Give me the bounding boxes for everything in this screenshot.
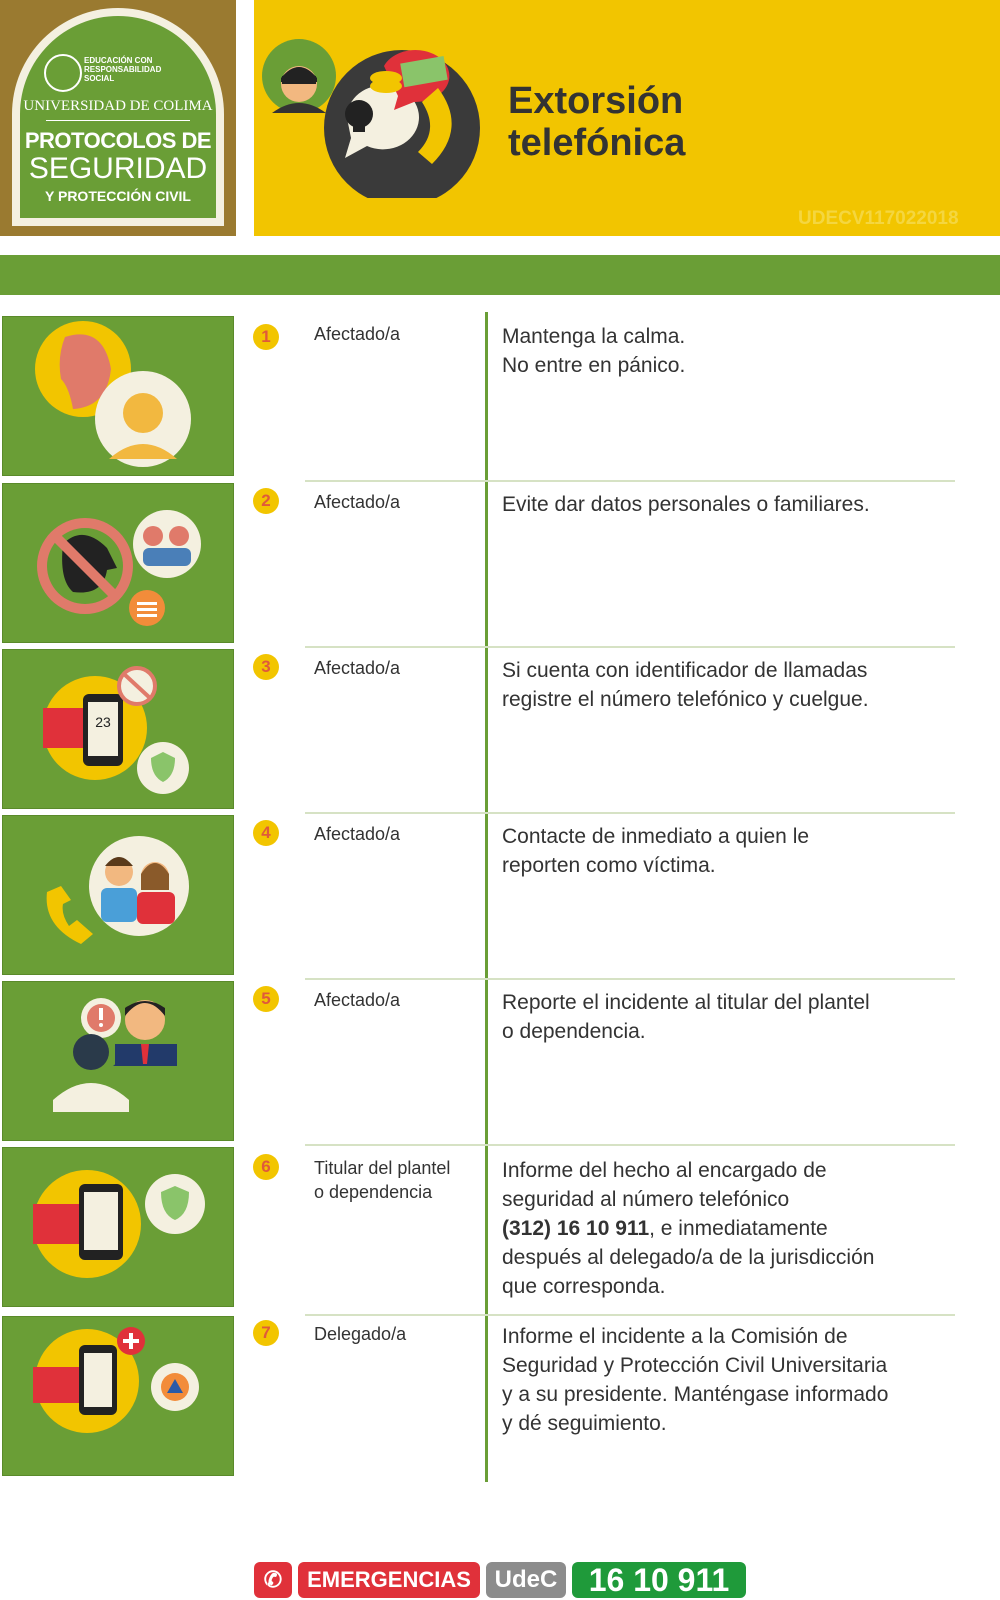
step-5-illustration [2, 981, 234, 1141]
phone-security-icon [3, 1148, 234, 1307]
document-code: UDECV117022018 [798, 208, 959, 229]
emergency-number: 16 10 911 [572, 1562, 746, 1598]
logo-university-name: UNIVERSIDAD DE COLIMA [23, 98, 213, 114]
step-action: Mantenga la calma. No entre en pánico. [502, 325, 686, 377]
step-action: Informe del hecho al encargado de seguridad al número telefónico (312) 16 10 911, e inmediatamente después al delegado/a de la jurisdicción que corresponda. [502, 1159, 875, 1298]
phone-icon: ✆ [254, 1562, 292, 1598]
logo-protection-text: Y PROTECCIÓN CIVIL [45, 188, 191, 204]
step-actor: Afectado/a [314, 990, 401, 1010]
no-speaking-family-icon [3, 484, 234, 643]
extortion-call-icon [262, 38, 492, 198]
step-6-illustration [2, 1147, 234, 1307]
emergencies-label: EMERGENCIAS [298, 1562, 480, 1598]
phone-civil-protection-icon [3, 1317, 234, 1445]
step-action: Reporte el incidente al titular del plantel o dependencia. [502, 991, 870, 1043]
step-separator [305, 1144, 955, 1146]
calm-faces-icon [3, 317, 234, 476]
udec-label: UdeC [486, 1562, 566, 1598]
step-actor: Afectado/a [314, 824, 401, 844]
step-4-illustration [2, 815, 234, 975]
step-action: Si cuenta con identificador de llamadas registre el número telefónico y cuelgue. [502, 659, 869, 711]
logo-divider [46, 120, 190, 121]
step-action: Evite dar datos personales o familiares. [502, 493, 870, 516]
university-logo [20, 16, 216, 218]
step-2-illustration [2, 483, 234, 643]
step-separator [305, 646, 955, 648]
step-number: 7 [253, 1320, 279, 1346]
step-actor: Afectado/a [314, 658, 401, 678]
university-crest-icon [44, 54, 82, 92]
step-number: 6 [253, 1154, 279, 1180]
step-actor: Afectado/a [314, 492, 401, 512]
step-1-illustration [2, 316, 234, 476]
step-actor: Titular del plantel o dependencia [314, 1158, 451, 1202]
logo-education-text: EDUCACIÓN CON RESPONSABILIDAD SOCIAL [84, 56, 162, 83]
step-number: 3 [253, 654, 279, 680]
step-number: 5 [253, 986, 279, 1012]
step-action: Contacte de inmediato a quien le reporten como víctima. [502, 825, 810, 877]
step-separator [305, 1314, 955, 1316]
emergency-phone-number: (312) 16 10 911 [502, 1217, 650, 1240]
logo-security-text: SEGURIDAD [28, 152, 208, 185]
step-separator [305, 812, 955, 814]
section-divider-bar [0, 255, 1000, 295]
step-action: Informe el incidente a la Comisión de Seguridad y Protección Civil Universitaria y a su presidente. Manténgase informado y dé seguimiento. [502, 1325, 889, 1435]
page-title: Extorsión telefónica [508, 80, 686, 164]
phone-caller-id-icon [3, 650, 234, 809]
report-to-manager-icon [3, 982, 234, 1141]
step-number: 4 [253, 820, 279, 846]
caller-id-number: 23 [95, 714, 111, 730]
step-7-illustration [2, 1316, 234, 1476]
step-3-illustration [2, 649, 234, 809]
call-family-icon [3, 816, 234, 975]
step-number: 1 [253, 324, 279, 350]
step-actor: Delegado/a [314, 1324, 407, 1344]
step-separator [305, 480, 955, 482]
step-number: 2 [253, 488, 279, 514]
step-actor: Afectado/a [314, 324, 401, 344]
column-divider [485, 312, 488, 1482]
logo-protocols-text: PROTOCOLOS DE [24, 128, 212, 153]
step-separator [305, 978, 955, 980]
